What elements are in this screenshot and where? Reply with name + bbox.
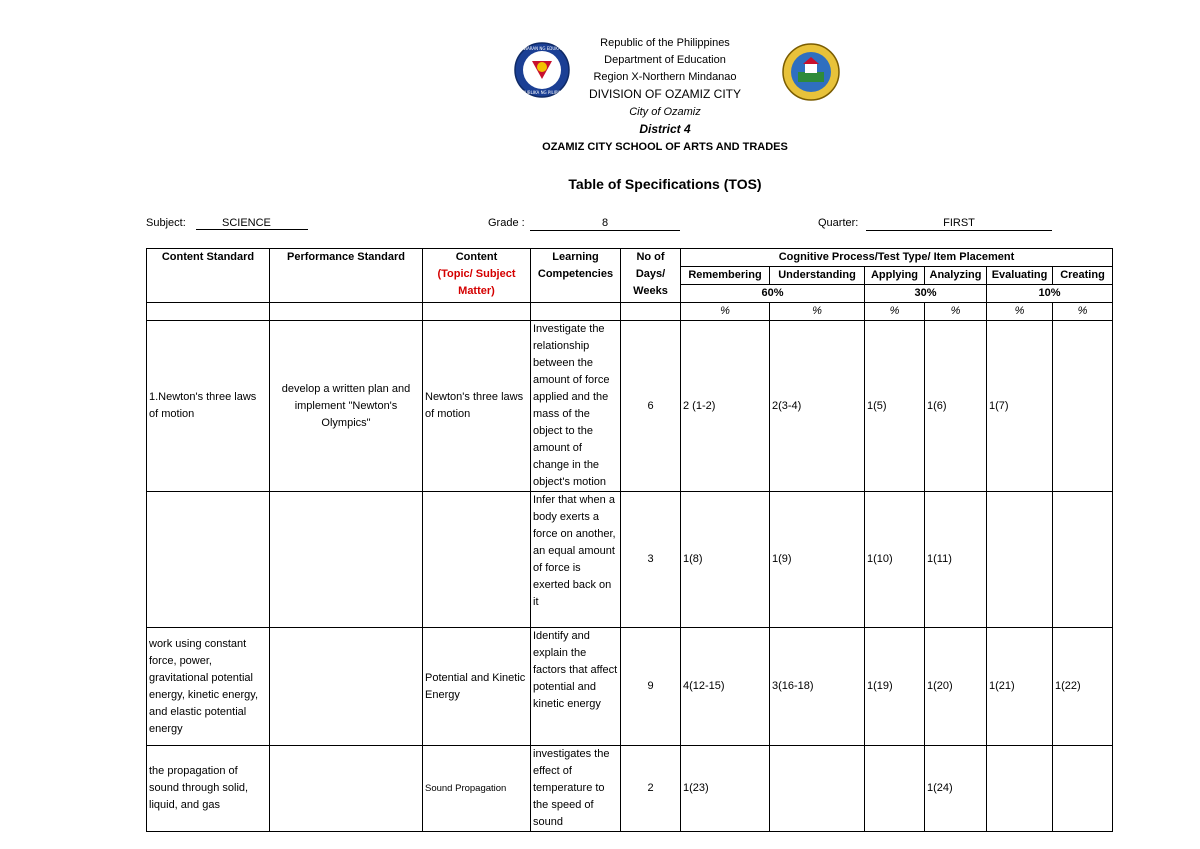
- header-school: OZAMIZ CITY SCHOOL OF ARTS AND TRADES: [542, 141, 788, 153]
- creating-cell: 1(22): [1053, 628, 1113, 746]
- performance-standard-cell: develop a written plan and implement "Newton's Olympics": [270, 321, 423, 492]
- header-city: City of Ozamiz: [629, 106, 701, 118]
- th-remembering: Remembering: [681, 267, 770, 285]
- quarter-label: Quarter:: [818, 217, 859, 229]
- evaluating-cell: 1(7): [987, 321, 1053, 492]
- pct-cell: %: [681, 303, 770, 321]
- grade-value: 8: [530, 217, 680, 231]
- applying-cell: 1(10): [865, 492, 925, 628]
- evaluating-cell: [987, 746, 1053, 832]
- analyzing-cell: 1(20): [925, 628, 987, 746]
- header-department: Department of Education: [604, 54, 726, 66]
- pct-cell: %: [770, 303, 865, 321]
- pct-cell: %: [987, 303, 1053, 321]
- remembering-cell: 1(8): [681, 492, 770, 628]
- table-row: [147, 746, 1113, 832]
- understanding-cell: [770, 746, 865, 832]
- table-row: [147, 321, 1113, 492]
- analyzing-cell: 1(24): [925, 746, 987, 832]
- content-cell: [423, 492, 531, 628]
- days-cell: 6: [621, 321, 681, 492]
- performance-standard-cell: [270, 492, 423, 628]
- competency-cell: Investigate the relationship between the amount of force applied and the mass of the object to the amount of change in the object's motion: [531, 321, 621, 492]
- performance-standard-cell: [270, 628, 423, 746]
- th-pct-60: 60%: [681, 285, 865, 303]
- th-cognitive: Cognitive Process/Test Type/ Item Placement: [681, 249, 1113, 267]
- th-content-top: Content: [455, 251, 498, 263]
- th-creating: Creating: [1053, 267, 1113, 285]
- creating-cell: [1053, 492, 1113, 628]
- applying-cell: 1(5): [865, 321, 925, 492]
- subject-value: SCIENCE: [196, 217, 308, 230]
- days-cell: 9: [621, 628, 681, 746]
- remembering-cell: 4(12-15): [681, 628, 770, 746]
- remembering-cell: 2 (1-2): [681, 321, 770, 492]
- th-understanding: Understanding: [770, 267, 865, 285]
- pct-cell: %: [865, 303, 925, 321]
- th-pct-30: 30%: [865, 285, 987, 303]
- th-pct-10: 10%: [987, 285, 1113, 303]
- content-cell: Sound Propagation: [423, 746, 531, 832]
- evaluating-cell: 1(21): [987, 628, 1053, 746]
- header-division: DIVISION OF OZAMIZ CITY: [588, 87, 741, 101]
- content-standard-cell: [147, 492, 270, 628]
- content-standard-cell: the propagation of sound through solid, liquid, and gas: [147, 746, 270, 832]
- quarter-value: FIRST: [866, 217, 1052, 231]
- competency-cell: investigates the effect of temperature to the speed of sound: [531, 746, 621, 832]
- remembering-cell: 1(23): [681, 746, 770, 832]
- content-standard-cell: work using constant force, power, gravitational potential energy, kinetic energy, and elastic potential energy: [147, 628, 270, 746]
- header-region: Region X-Northern Mindanao: [593, 71, 737, 83]
- th-performance-standard: Performance Standard: [270, 249, 423, 303]
- deped-logo-text: KAGAWARAN NG EDUKASYON: [512, 46, 572, 51]
- pct-cell: %: [925, 303, 987, 321]
- performance-standard-cell: [270, 746, 423, 832]
- pct-cell: %: [1053, 303, 1113, 321]
- th-content: [423, 249, 531, 303]
- th-applying: Applying: [865, 267, 925, 285]
- understanding-cell: 2(3-4): [770, 321, 865, 492]
- content-cell: Potential and Kinetic Energy: [423, 628, 531, 746]
- content-standard-cell: 1.Newton's three laws of motion: [147, 321, 270, 492]
- header-district: District 4: [639, 122, 691, 136]
- competency-cell: Infer that when a body exerts a force on another, an equal amount of force is exerted back on it: [531, 492, 621, 628]
- deped-logo-bottom-text: REPUBLIKA NG PILIPINAS: [517, 90, 567, 95]
- competency-cell: Identify and explain the factors that affect potential and kinetic energy: [531, 628, 621, 746]
- th-days: No of Days/ Weeks: [621, 249, 681, 303]
- days-cell: 2: [621, 746, 681, 832]
- th-content-standard: Content Standard: [147, 249, 270, 303]
- tos-table: [146, 248, 1113, 832]
- applying-cell: [865, 746, 925, 832]
- subject-label: Subject:: [146, 217, 186, 229]
- evaluating-cell: [987, 492, 1053, 628]
- analyzing-cell: 1(11): [925, 492, 987, 628]
- header-republic: Republic of the Philippines: [600, 37, 730, 49]
- th-learning-competencies: Learning Competencies: [531, 249, 621, 303]
- understanding-cell: 1(9): [770, 492, 865, 628]
- understanding-cell: 3(16-18): [770, 628, 865, 746]
- th-analyzing: Analyzing: [925, 267, 987, 285]
- creating-cell: [1053, 321, 1113, 492]
- page-title: Table of Specifications (TOS): [568, 176, 762, 192]
- creating-cell: [1053, 746, 1113, 832]
- analyzing-cell: 1(6): [925, 321, 987, 492]
- days-cell: 3: [621, 492, 681, 628]
- table-row: [147, 628, 1113, 746]
- applying-cell: 1(19): [865, 628, 925, 746]
- content-cell: Newton's three laws of motion: [423, 321, 531, 492]
- grade-label: Grade :: [488, 217, 525, 229]
- th-evaluating: Evaluating: [987, 267, 1053, 285]
- th-content-sub: (Topic/ Subject Matter): [437, 268, 516, 297]
- table-row: [147, 492, 1113, 628]
